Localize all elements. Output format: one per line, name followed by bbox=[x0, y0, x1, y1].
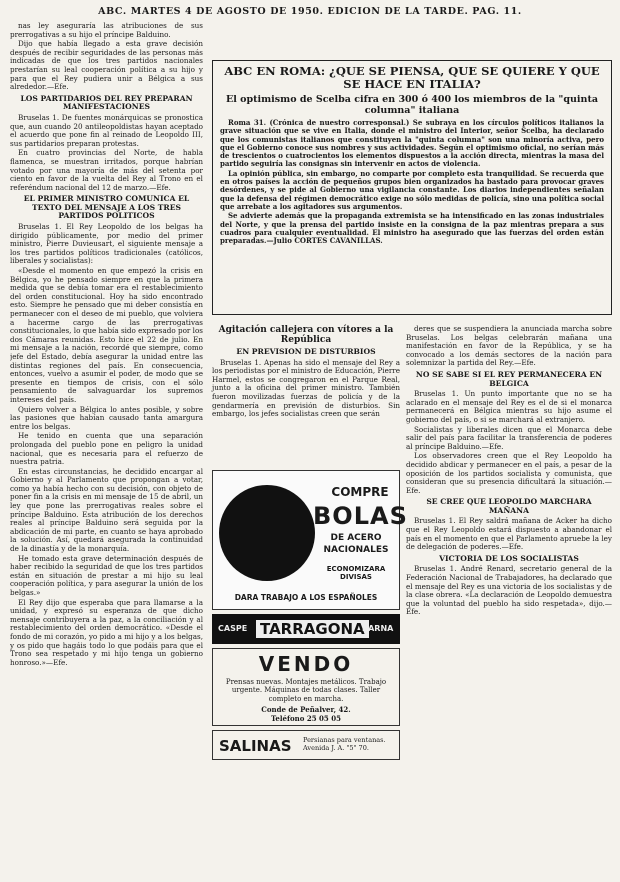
article-paragraph: deres que se suspendiera la anunciada marcha sobre Bruselas. Los belgas celebrarán mañana una manifestación en favor de la República, y se ha convocado a los demás sectores de la nación para solemnizar la partida del Rey.—Efe. bbox=[406, 325, 612, 368]
article-paragraph: El Rey dijo que esperaba que para llamarse a la unidad, y expresó su esperanza de que dicho mensaje contribuyera a la paz, a la conciliación y al restablecimiento del orden democrático. «Desde el fondo de mi corazón, yo pido a mi hijo y a los belgas, y os pido que hagáis todo lo que podáis para que el Trono sea respetado y mi hijo tenga un gobierno honroso.»—Efe. bbox=[10, 597, 203, 667]
ad-heading: SALINAS bbox=[219, 737, 292, 755]
ad-text: DE ACERO bbox=[330, 533, 382, 543]
article-paragraph: «Desde el momento en que empezó la crisis en Bélgica, yo he pensado siempre en que la primera medida que se debía tomar era el restablecimiento del orden constitucional. Hoy ha sido encontrado esto. Siempre he pensado que mi deber consistía en permanecer con el deseo de mi pueblo, que volviera a hacerme cargo de las prerrogativas constitucionales, lo que había sido expresado por los dos Cámaras reunidas. Esto hice el 22 de julio. En mi mensaje a la nación, recordé que siempre, como jefe del Estado, debía asegurar la unidad entre las distintas regiones del país. En consecuencia, entonces, vuelvo a asumir el poder, de modo que se presente en tiempos de crisis, con el sólo pensamiento de salvaguardar los supremos intereses del país. bbox=[10, 266, 203, 404]
section-heading: EL PRIMER MINISTRO COMUNICA EL TEXTO DEL MENSAJE A LOS TRES PARTIDOS POLITICOS bbox=[23, 194, 190, 221]
article-paragraph: Bruselas 1. De fuentes monárquicas se pronostica que, aun cuando 20 antileopoldistas hayan aceptado el acuerdo que pone fin al reinado de Leopoldo III, sus partidarios preparan protestas. bbox=[10, 112, 203, 148]
article-paragraph: He tenido en cuenta que una separación prolongada del pueblo pone en peligro la unidad nacional, que es necesaria para el refuerzo de nuestra patria. bbox=[10, 431, 203, 467]
article-paragraph: Bruselas 1. Apenas ha sido el mensaje del Rey a los periodistas por el ministro de Educación, Pierre Harmel, estos se congregaron en el Parque Real, junto a la oficina del primer ministro. También fueron movilizadas fuerzas de policía y de la gendarmería en previsión de disturbios. Sin embargo, los jefes socialistas creen que serán bbox=[212, 357, 400, 419]
article-paragraph: Los observadores creen que el Rey Leopoldo ha decidido abdicar y permanecer en el país, a pesar de la oposición de los partidos socialista y comunista, que consideran que su presencia dificultará la situación.—Efe. bbox=[406, 451, 612, 495]
article-paragraph: Bruselas 1. El Rey Leopoldo de los belgas ha dirigido públicamente, por medio del primer ministro, Pierre Duvieusart, el siguiente mensaje a los tres partidos políticos tradicionales (católicos, liberales y socialistas): bbox=[10, 222, 203, 266]
section-heading: NO SE SABE SI EL REY PERMANECERA EN BELGICA bbox=[415, 369, 603, 388]
steel-ball-graphic bbox=[219, 485, 315, 581]
article-paragraph: En estas circunstancias, he decidido encargar al Gobierno y al Parlamento que propongan a votar, como ya había hecho con su decisión, con objeto de poner fin a la crisis en mi mensaje de 15 de abril, un ley que pone las prerrogativas reales sobre el príncipe Balduino. Esta atribución de los derechos reales al príncipe Balduino será seguida por la abdicación de mi parte, en cuanto se haya aprobado la solución. Así, quedará asegurada la continuidad de la dinastía y de la monarquía. bbox=[10, 466, 203, 554]
section-heading: VICTORIA DE LOS SOCIALISTAS bbox=[439, 553, 579, 563]
steel-balls-ad bbox=[212, 470, 408, 610]
section-heading: LOS PARTIDARIOS DEL REY PREPARAN MANIFESTACIONES bbox=[20, 93, 193, 112]
ad-text: TARRAGONA bbox=[256, 620, 369, 638]
box-headline: ABC EN ROMA: ¿QUE SE PIENSA, QUE SE QUIERE Y QUE SE HACE EN ITALIA? bbox=[224, 64, 600, 91]
article-paragraph: En cuatro provincias del Norte, de habla flamenca, se muestran irritados, porque habrían votado por una mayoría de más del setenta por ciento en favor de la vuelta del Rey al Trono en el referéndum nacional del 12 de marzo.—Efe. bbox=[10, 148, 203, 192]
article-paragraph: Se advierte además que la propaganda extremista se ha intensificado en las zonas industriales del Norte, y que la prensa del partido insiste en la consigna de la paz mientras prepara a sus cuadros para cualquier eventualidad. El ministro ha asegurado que las fuerzas del orden están preparadas.—Julio CORTES CAVANILLAS. bbox=[220, 211, 604, 246]
vendo-ad bbox=[212, 648, 400, 726]
article-paragraph: Dijo que había llegado a esta grave decisión después de recibir seguridades de las personas más indicadas de que los tres partidos nacionales prestarían su leal cooperación política a su hijo y para que el Rey pudiera unir a Bélgica a sus alrededor.—Efe. bbox=[10, 39, 203, 92]
box-subheadline: El optimismo de Scelba cifra en 300 ó 400 los miembros de la "quinta columna" italiana bbox=[226, 94, 598, 116]
ad-text: BARNA bbox=[362, 624, 394, 633]
ad-text: DARA TRABAJO A LOS ESPAÑOLES bbox=[234, 593, 378, 602]
article-paragraph: Bruselas 1. El Rey saldrá mañana de Acker ha dicho que el Rey Leopoldo estará dispuesto a abandonar el país en el momento en que el Parlamento apruebe la ley de delegación de poderes.—Efe. bbox=[406, 516, 612, 552]
box-body bbox=[220, 119, 604, 245]
article-paragraph: La opinión pública, sin embargo, no comparte por completo esta tranquilidad. Se recuerda que en otros países la acción de pequeños grupos bien organizados ha bastado para provocar graves desórdenes, y se pide al Gobierno una vigilancia constante. Los diarios independientes señalan que la defensa del régimen democrático exige no sólo medidas de policía, sino una política social que arrebate a los agitadores sus argumentos. bbox=[220, 168, 604, 211]
article-paragraph: nas ley aseguraría las atribuciones de sus prerrogativas a su hijo el príncipe Balduino. bbox=[10, 22, 203, 39]
rome-article-box bbox=[212, 60, 612, 315]
article-paragraph: Bruselas 1. Un punto importante que no se ha aclarado en el mensaje del Rey es el de si el monarca permanecerá en Bélgica mientras su hijo asume el gobierno del país, o si se marchará al extranjero. bbox=[406, 389, 612, 424]
ad-text: CASPE bbox=[218, 624, 248, 633]
right-column bbox=[406, 325, 612, 880]
page-header: ABC. MARTES 4 DE AGOSTO DE 1950. EDICION DE LA TARDE. PAG. 11. bbox=[98, 6, 522, 17]
article-subheading: EN PREVISION DE DISTURBIOS bbox=[236, 347, 376, 356]
ad-text: Conde de Peñalver, 42. bbox=[261, 705, 351, 715]
salinas-ad bbox=[212, 730, 400, 760]
ad-text: BOLAS bbox=[313, 502, 408, 530]
article-paragraph: Socialistas y liberales dicen que el Monarca debe salir del país para facilitar la transferencia de poderes al príncipe Balduino.—Efe. bbox=[406, 424, 612, 451]
article-paragraph: He tomado esta grave determinación después de haber recibido la seguridad de que los tres partidos están en situación de prestar a mi hijo su leal cooperación política, y para asegurar la unión de los belgas.» bbox=[10, 553, 203, 597]
tarragona-ad bbox=[212, 614, 400, 644]
ad-text: ECONOMIZARA DIVISAS bbox=[326, 565, 386, 581]
ad-text: Persianas para ventanas. Avenida J. A. "5" 70. bbox=[303, 736, 386, 752]
ad-text: Teléfono 25 05 05 bbox=[271, 714, 341, 724]
left-column bbox=[10, 22, 203, 874]
ad-heading: VENDO bbox=[258, 652, 354, 676]
ad-text: Prensas nuevas. Montajes metálicos. Trabajo urgente. Máquinas de todas clases. Taller completo en marcha. bbox=[225, 678, 387, 703]
ad-text: COMPRE bbox=[331, 485, 389, 499]
article-paragraph: Quiero volver a Bélgica lo antes posible, y sobre las pasiones que habían causado tanta amargura entre los belgas. bbox=[10, 404, 203, 431]
ad-text: NACIONALES bbox=[323, 545, 389, 555]
section-heading: SE CREE QUE LEOPOLDO MARCHARA MAÑANA bbox=[426, 497, 592, 515]
article-paragraph: Roma 31. (Crónica de nuestro corresponsal.) Se subraya en los círculos políticos italianos la grave situación que se vive en Italia, donde el ministro del Interior, señor Scelba, ha declarado que los comunistas italianos que constituyen la "quinta columna" son una minoría activa, pero que el Gobierno conoce sus nombres y sus actividades. Según el optimismo oficial, no serían más de trescientos o cuatrocientos los elementos dispuestos a la acción directa, mientras la masa del partido seguiría las consignas sin intervenir en actos de violencia. bbox=[220, 118, 604, 169]
middle-article bbox=[212, 325, 400, 420]
article-paragraph: Bruselas 1. André Renard, secretario general de la Federación Nacional de Trabajadores, ha declarado que el mensaje del Rey es una victoria de los socialistas y de la clase obrera. «La declaración de Leopoldo demuestra que la voluntad del pueblo ha sido respetada», dijo.—Efe. bbox=[406, 564, 612, 617]
article-headline: Agitación callejera con vítores a la República bbox=[218, 325, 394, 345]
